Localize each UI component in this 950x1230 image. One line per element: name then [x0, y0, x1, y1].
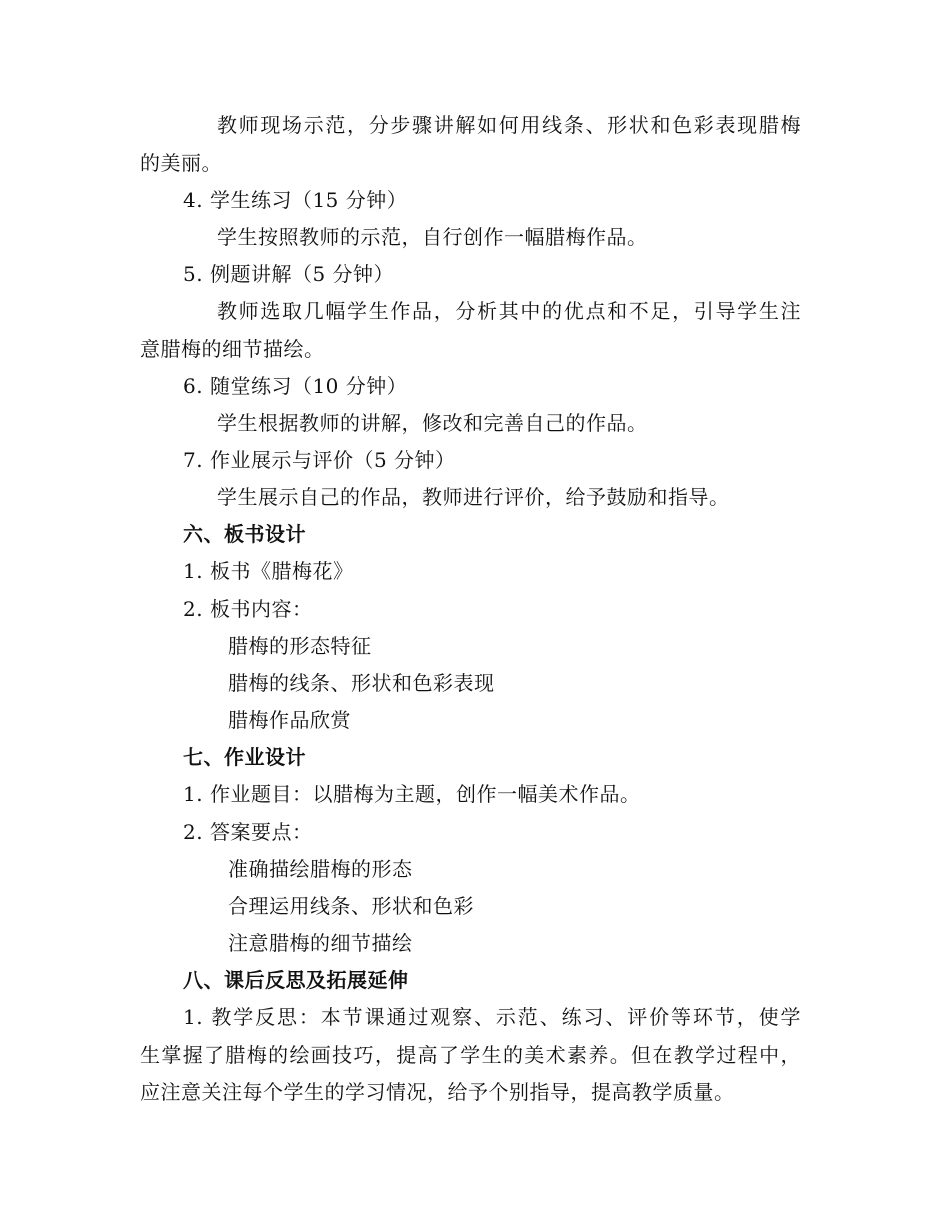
- list-item: 7. 作业展示与评价（5 分钟）: [183, 448, 456, 472]
- sub-item: 注意腊梅的细节描绘: [228, 931, 413, 955]
- list-item: 4. 学生练习（15 分钟）: [183, 188, 408, 212]
- list-item: 6. 随堂练习（10 分钟）: [183, 374, 408, 398]
- section-heading: 六、板书设计: [183, 522, 306, 546]
- paragraph-line: 1. 教学反思：本节课通过观察、示范、练习、评价等环节，使学: [183, 1005, 801, 1029]
- paragraph-line: 应注意关注每个学生的学习情况，给予个别指导，提高教学质量。: [140, 1080, 735, 1104]
- sub-item: 腊梅作品欣赏: [228, 708, 351, 732]
- list-item: 1. 作业题目：以腊梅为主题，创作一幅美术作品。: [183, 782, 641, 806]
- paragraph-line: 学生展示自己的作品，教师进行评价，给予鼓励和指导。: [217, 485, 730, 509]
- paragraph-line: 教师现场示范，分步骤讲解如何用线条、形状和色彩表现腊梅: [217, 113, 801, 137]
- sub-item: 腊梅的形态特征: [228, 634, 372, 658]
- list-item: 2. 答案要点：: [183, 820, 313, 844]
- sub-item: 合理运用线条、形状和色彩: [228, 894, 474, 918]
- section-heading: 八、课后反思及拓展延伸: [183, 968, 409, 992]
- paragraph-line: 教师选取几幅学生作品，分析其中的优点和不足，引导学生注: [217, 299, 801, 323]
- sub-item: 准确描绘腊梅的形态: [228, 857, 413, 881]
- paragraph-line: 意腊梅的细节描绘。: [140, 337, 325, 361]
- section-heading: 七、作业设计: [183, 745, 306, 769]
- paragraph-line: 学生按照教师的示范，自行创作一幅腊梅作品。: [217, 225, 648, 249]
- list-item: 2. 板书内容：: [183, 597, 313, 621]
- sub-item: 腊梅的线条、形状和色彩表现: [228, 671, 495, 695]
- list-item: 1. 板书《腊梅花》: [183, 559, 354, 583]
- paragraph-line: 生掌握了腊梅的绘画技巧，提高了学生的美术素养。但在教学过程中，: [140, 1043, 801, 1067]
- list-item: 5. 例题讲解（5 分钟）: [183, 262, 395, 286]
- paragraph-line: 的美丽。: [140, 151, 222, 175]
- paragraph-line: 学生根据教师的讲解，修改和完善自己的作品。: [217, 411, 648, 435]
